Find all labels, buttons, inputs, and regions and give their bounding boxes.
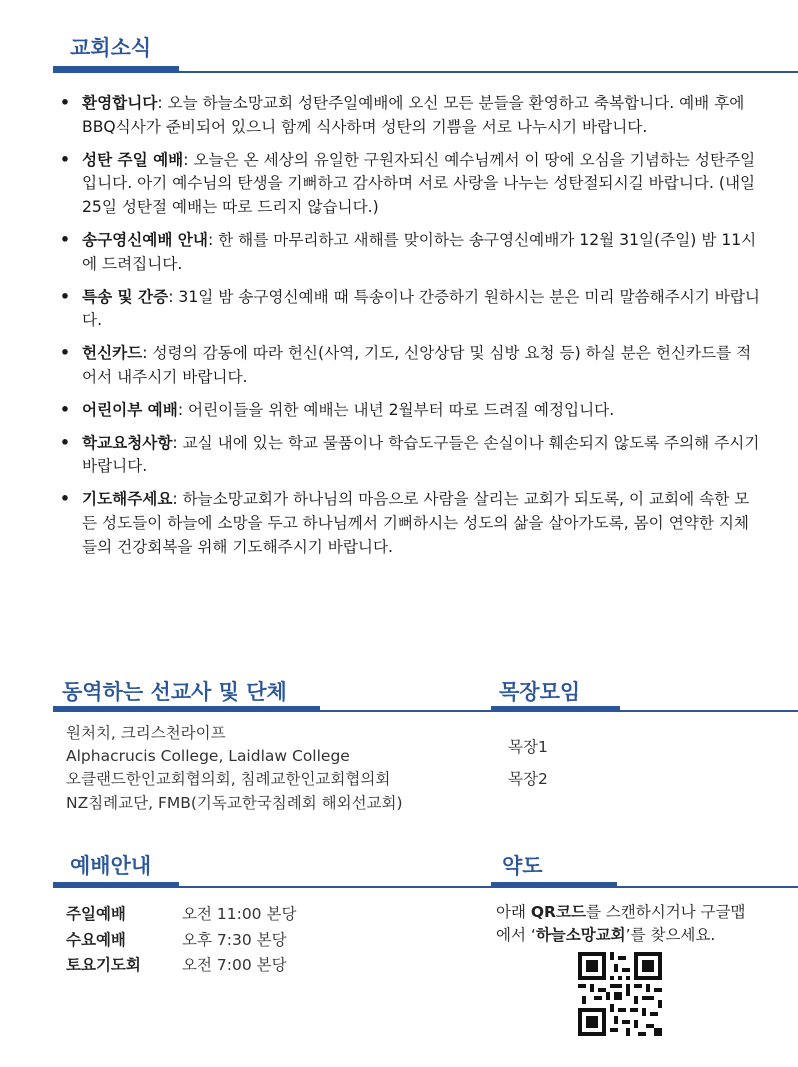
worship-time: 오전 11:00 본당 xyxy=(182,905,297,923)
news-heading: 교회소식 xyxy=(70,36,152,60)
worship-row xyxy=(66,902,296,928)
worship-time: 오후 7:30 본당 xyxy=(182,930,287,949)
news-item: • 성탄 주일 예배: 오늘은 온 세상의 유일한 구원자되신 예수님께서 이 땅에 오심을 기념하는 성탄주일입니다. 아기 예수님의 탄생을 기뻐하고 감사하며 서로 사랑을 나누는 성탄절되시길 바랍니다. (내일 25일 성탄절 예배는 따로 드리지 않습니다.) xyxy=(60,149,760,220)
group-item: 목장2 xyxy=(508,770,548,788)
mission-line: NZ침례교단, FMB(기독교한국침례회 해외선교회) xyxy=(66,793,403,812)
missions-heading-accent xyxy=(53,706,320,712)
mission-line: 원처치, 크리스천라이프 xyxy=(66,724,226,742)
news-item: • 송구영신예배 안내: 한 해를 마무리하고 새해를 맞이하는 송구영신예배가 12월 31일(주일) 밤 11시에 드려집니다. xyxy=(60,229,760,277)
news-item: • 학교요청사항: 교실 내에 있는 학교 물품이나 학습도구들은 손실이나 훼손되지 않도록 주의해 주시기 바랍니다. xyxy=(60,432,760,480)
directions-line-2: 에서 ‘하늘소망교회’를 찾으세요. xyxy=(496,926,716,944)
directions-heading-accent xyxy=(491,882,617,888)
worship-row xyxy=(66,928,296,954)
missions-list xyxy=(66,722,403,815)
groups-heading-accent xyxy=(491,706,620,712)
news-item: • 특송 및 간증: 31일 밤 송구영신예배 때 특송이나 간증하기 원하시는 분은 미리 말씀해주시기 바랍니다. xyxy=(60,286,760,334)
worship-name: 토요기도회 xyxy=(66,956,141,974)
worship-name: 수요예배 xyxy=(66,930,126,949)
news-item: • 기도해주세요: 하늘소망교회가 하나님의 마음으로 사람을 살리는 교회가 되도록, 이 교회에 속한 모든 성도들이 하늘에 소망을 두고 하나님께서 기뻐하시는 성도의 삶을 살아가도록, 몸이 연약한 지체들의 건강회복을 위해 기도해주시기 바랍니다. xyxy=(60,488,760,559)
worship-time: 오전 7:00 본당 xyxy=(182,956,287,974)
groups-heading: 목장모임 xyxy=(499,680,581,704)
groups-list xyxy=(508,731,548,795)
worship-schedule xyxy=(66,902,296,979)
news-item: • 헌신카드: 성령의 감동에 따라 헌신(사역, 기도, 신앙상담 및 심방 요청 등) 하실 분은 헌신카드를 적어서 내주시기 바랍니다. xyxy=(60,342,760,390)
mission-line: Alphacrucis College, Laidlaw College xyxy=(66,747,350,766)
news-item: • 어린이부 예배: 어린이들을 위한 예배는 내년 2월부터 따로 드려질 예정입니다. xyxy=(60,399,760,423)
group-item: 목장1 xyxy=(508,738,548,756)
directions-line-1: 아래 QR코드를 스캔하시거나 구글맵 xyxy=(496,903,746,921)
news-item: • 환영합니다: 오늘 하늘소망교회 성탄주일예배에 오신 모든 분들을 환영하고 축복합니다. 예배 후에 BBQ식사가 준비되어 있으니 함께 식사하며 성탄의 기쁨을 서로 나누시기 바랍니다. xyxy=(60,92,760,140)
news-list xyxy=(60,92,760,569)
worship-heading: 예배안내 xyxy=(70,854,152,878)
missions-heading: 동역하는 선교사 및 단체 xyxy=(62,680,287,704)
directions-text xyxy=(496,901,746,947)
directions-heading: 약도 xyxy=(502,854,543,878)
news-heading-accent xyxy=(53,66,179,72)
worship-row xyxy=(66,953,296,979)
qr-code-icon[interactable] xyxy=(578,952,662,1036)
mission-line: 오클랜드한인교회협의회, 침례교한인교회협의회 xyxy=(66,770,391,789)
worship-heading-accent xyxy=(53,882,179,888)
worship-name: 주일예배 xyxy=(66,905,126,923)
